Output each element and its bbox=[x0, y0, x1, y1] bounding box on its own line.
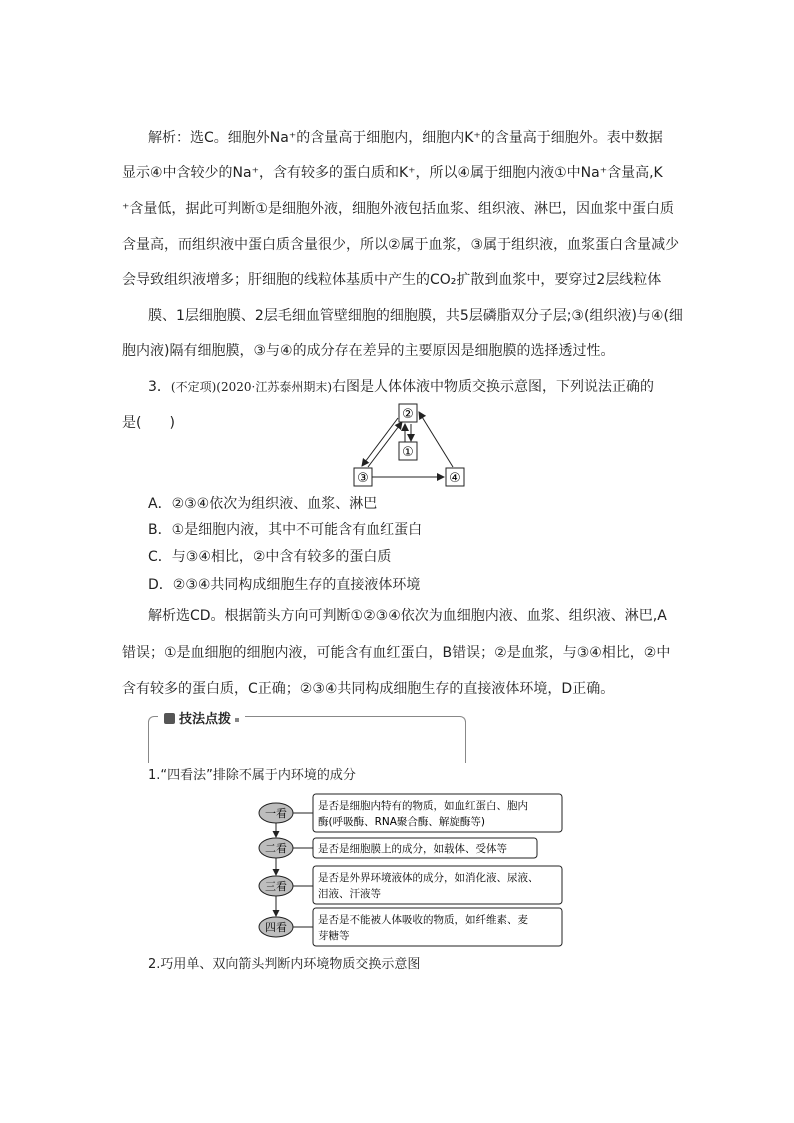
analysis2-line2: 错误；①是血细胞的细胞内液，可能含有血红蛋白，B错误；②是血浆，与③④相比，②中 bbox=[122, 645, 671, 661]
option-c: C．与③④相比，②中含有较多的蛋白质 bbox=[148, 549, 392, 565]
analysis1-line4: 含量高，而组织液中蛋白质含量很少，所以②属于血浆，③属于组织液，血浆蛋白含量减少 bbox=[122, 237, 680, 253]
desc4-line2: 芽糖等 bbox=[318, 930, 350, 942]
arrow-3-to-2 bbox=[368, 422, 402, 467]
desc3-line1: 是否是外界环境液体的成分，如消化液、尿液、 bbox=[318, 872, 539, 884]
arrow-2-to-3 bbox=[362, 418, 398, 466]
box-1-label: ① bbox=[402, 445, 414, 460]
analysis2-line3: 含有较多的蛋白质，C正确；②③④共同构成细胞生存的直接液体环境，D正确。 bbox=[122, 681, 615, 697]
analysis1-line3: ⁺含量低，据此可判断①是细胞外液，细胞外液包括血浆、组织液、淋巴，因血浆中蛋白质 bbox=[122, 201, 674, 217]
box-3-label: ③ bbox=[357, 471, 369, 486]
tips-dot-icon bbox=[235, 718, 239, 722]
tips-title: 技法点拨 bbox=[179, 712, 232, 727]
question-source: (2020·江苏泰州期末) bbox=[216, 380, 333, 394]
desc4-line1: 是否是不能被人体吸收的物质，如纤维素、麦 bbox=[318, 914, 528, 926]
analysis1-line5: 会导致组织液增多；肝细胞的线粒体基质中产生的CO₂扩散到血浆中，要穿过2层线粒体 bbox=[122, 272, 662, 288]
question3-stem bbox=[148, 377, 654, 397]
tips-icon bbox=[164, 713, 175, 724]
analysis1-line7: 胞内液)隔有细胞膜，③与④的成分存在差异的主要原因是细胞膜的选择透过性。 bbox=[122, 343, 615, 359]
option-d: D．②③④共同构成细胞生存的直接液体环境 bbox=[148, 577, 421, 593]
body-fluid-exchange-diagram bbox=[340, 400, 480, 490]
analysis1-line6: 膜、1层细胞膜、2层毛细血管壁细胞的细胞膜，共5层磷脂双分子层;③(组织液)与④(细 bbox=[148, 308, 683, 324]
arrow-4-to-2 bbox=[419, 412, 453, 467]
tips-header bbox=[158, 708, 245, 727]
question-tag: (不定项) bbox=[170, 380, 217, 394]
box-4-label: ④ bbox=[449, 471, 461, 486]
question-stem-text: 右图是人体体液中物质交换示意图，下列说法正确的 bbox=[332, 379, 655, 395]
question3-stem-end: 是( ) bbox=[122, 415, 175, 431]
look2-label: 二看 bbox=[265, 842, 287, 855]
option-b: B．①是细胞内液，其中不可能含有血红蛋白 bbox=[148, 522, 423, 538]
analysis2-line1: 解析选CD。根据箭头方向可判断①②③④依次为血细胞内液、血浆、组织液、淋巴,A bbox=[148, 608, 667, 624]
look4-label: 四看 bbox=[265, 921, 287, 934]
desc2-line1: 是否是细胞膜上的成分，如载体、受体等 bbox=[318, 843, 507, 855]
question-number: 3． bbox=[148, 379, 171, 395]
option-a: A．②③④依次为组织液、血浆、淋巴 bbox=[148, 496, 378, 512]
tips-point1: 1.“四看法”排除不属于内环境的成分 bbox=[148, 768, 356, 783]
four-look-flowchart bbox=[255, 792, 567, 952]
desc1-line1: 是否是细胞内特有的物质，如血红蛋白、胞内 bbox=[318, 800, 528, 812]
desc1-line2: 酶(呼吸酶、RNA聚合酶、解旋酶等) bbox=[318, 816, 486, 828]
analysis1-line1: 解析：选C。细胞外Na⁺的含量高于细胞内，细胞内K⁺的含量高于细胞外。表中数据 bbox=[148, 130, 663, 146]
analysis1-line2: 显示④中含较少的Na⁺，含有较多的蛋白质和K⁺，所以④属于细胞内液①中Na⁺含量高,K bbox=[122, 165, 663, 181]
look3-label: 三看 bbox=[265, 880, 287, 893]
box-2-label: ② bbox=[402, 407, 414, 422]
look1-label: 一看 bbox=[265, 807, 287, 820]
tips-point2: 2.巧用单、双向箭头判断内环境物质交换示意图 bbox=[148, 957, 421, 972]
desc3-line2: 泪液、汗液等 bbox=[318, 888, 381, 900]
